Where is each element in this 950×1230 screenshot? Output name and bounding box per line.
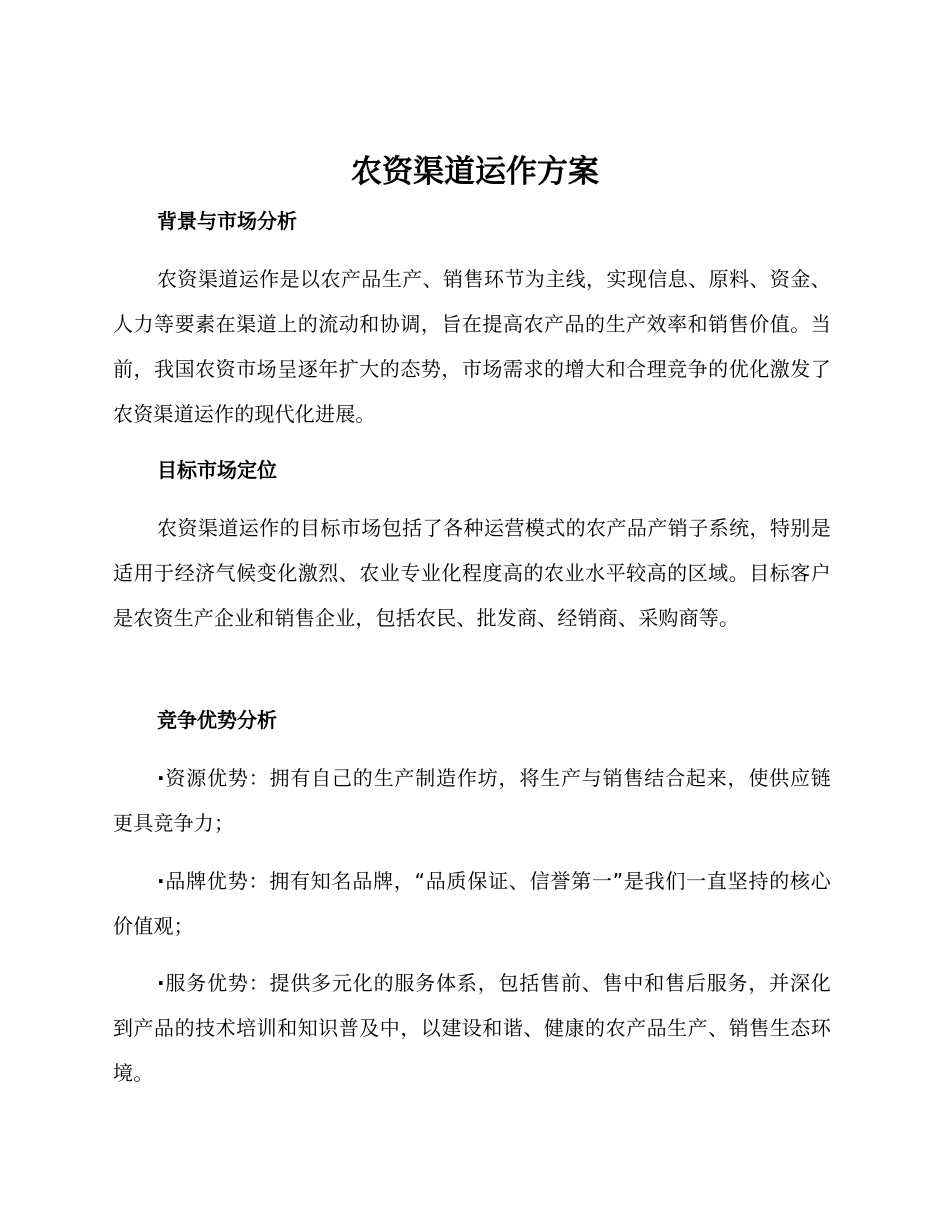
- bullet-item-service-advantage: [113, 961, 831, 1096]
- page-title: 农资渠道运作方案: [351, 154, 599, 190]
- paragraph-background: 农资渠道运作是以农产品生产、销售环节为主线，实现信息、原料、资金、人力等要素在渠道上的流动和协调，旨在提高农产品的生产效率和销售价值。当前，我国农资市场呈逐年扩大的态势，市场需求的增大和合理竞争的优化激发了农资渠道运作的现代化进展。: [113, 267, 831, 426]
- section-heading-competitive-advantage: 竞争优势分析: [157, 708, 277, 732]
- paragraph-target-market: 农资渠道运作的目标市场包括了各种运营模式的农产品产销子系统，特别是适用于经济气候变化激烈、农业专业化程度高的农业水平较高的区域。目标客户是农资生产企业和销售企业，包括农民、批发商、经销商、采购商等。: [113, 516, 831, 630]
- section-heading-target-market: 目标市场定位: [157, 458, 277, 482]
- bullet-marker: ·: [157, 766, 165, 790]
- bullet-text: 品牌优势：拥有知名品牌，“品质保证、信誉第一”是我们一直坚持的核心价值观；: [113, 869, 831, 938]
- bullet-item-brand-advantage: [113, 859, 831, 949]
- bullet-marker: ·: [157, 869, 165, 893]
- bullet-item-resource-advantage: [113, 756, 831, 846]
- bullet-text: 资源优势：拥有自己的生产制造作坊，将生产与销售结合起来，使供应链更具竞争力；: [113, 766, 831, 835]
- bullet-marker: ·: [157, 971, 165, 995]
- bullet-text: 服务优势：提供多元化的服务体系，包括售前、售中和售后服务，并深化到产品的技术培训和知识普及中，以建设和谐、健康的农产品生产、销售生态环境。: [113, 971, 831, 1085]
- section-heading-background: 背景与市场分析: [157, 209, 297, 233]
